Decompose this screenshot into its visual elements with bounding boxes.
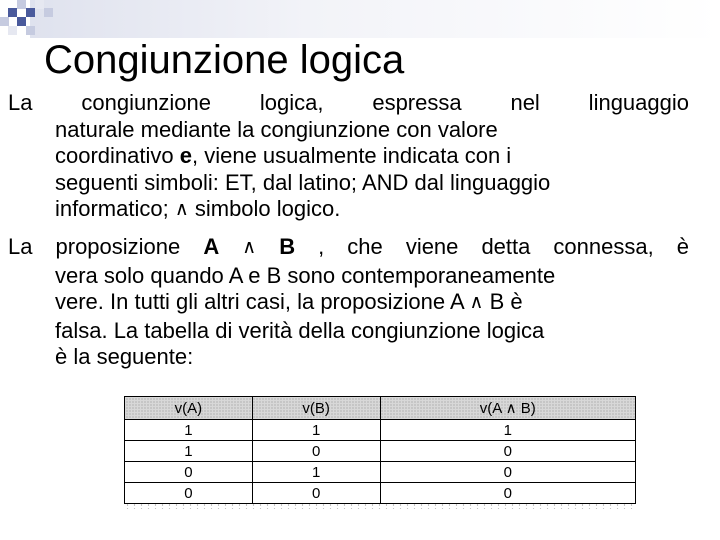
table-row [125,483,636,504]
table-cell: 0 [380,441,636,462]
emphasis-e: e [179,143,192,168]
paragraph-line [8,143,689,170]
text-span: , che viene detta connessa, è [295,234,689,259]
table-row [125,462,636,483]
slide-title: Congiunzione logica [44,38,405,82]
bullet-word: La [8,90,33,115]
and-symbol: ∧ [242,237,257,258]
text-span: vera solo quando A e B sono contemporaneamente [55,262,556,288]
paragraph-line [8,196,689,225]
text-span: informatico; [55,196,175,221]
paragraph-definition [8,90,689,225]
emphasis-a: A [203,234,220,259]
paragraph-line [8,117,689,144]
table-cell: 0 [125,483,253,504]
text-span: coordinativo [55,143,180,168]
text-span: , viene usualmente indicata con i [192,143,512,168]
decorative-squares [0,0,60,40]
table-cell: 0 [380,483,636,504]
table-cell: 1 [125,420,253,441]
table-cell: 1 [252,420,380,441]
truth-table [124,396,636,504]
paragraph-line [8,344,689,371]
truth-table-image [124,396,636,504]
text-span: seguenti simboli: ET, dal latino; AND dal linguaggio [55,169,551,195]
paragraph-line [8,90,689,117]
table-cell: 1 [252,462,380,483]
text-span: congiunzione logica, espressa nel linguaggio [81,90,689,115]
text-span: vere. In tutti gli altri casi, la proposizione A [55,289,470,314]
table-cell: 0 [125,462,253,483]
table-cell: 1 [380,420,636,441]
table-cell: 0 [252,483,380,504]
table-row [125,420,636,441]
paragraph-line [8,234,689,263]
paragraph-line [8,170,689,197]
paragraph-line [8,289,689,318]
text-span: B è [483,289,523,314]
text-span: è la seguente: [55,344,194,369]
text-span: simbolo logico. [188,196,341,221]
and-symbol: ∧ [469,292,484,313]
header-va: v(A) [125,397,253,420]
paragraph-proposition [8,234,689,371]
text-span: La proposizione [8,234,204,259]
and-symbol: ∧ [174,199,189,220]
table-cell: 0 [380,462,636,483]
text-span: falsa. La tabella di verità della congiunzione logica [55,317,545,343]
paragraph-line [8,263,689,290]
text-span: naturale mediante la congiunzione con valore [55,116,498,142]
table-header-row [125,397,636,420]
paragraph-line [8,318,689,345]
table-cell: 0 [252,441,380,462]
header-vab: v(A ∧ B) [380,397,636,420]
table-row [125,441,636,462]
header-band [30,0,720,38]
cropped-text-remnant [124,503,636,509]
emphasis-b: B [279,234,296,259]
table-cell: 1 [125,441,253,462]
header-vb: v(B) [252,397,380,420]
